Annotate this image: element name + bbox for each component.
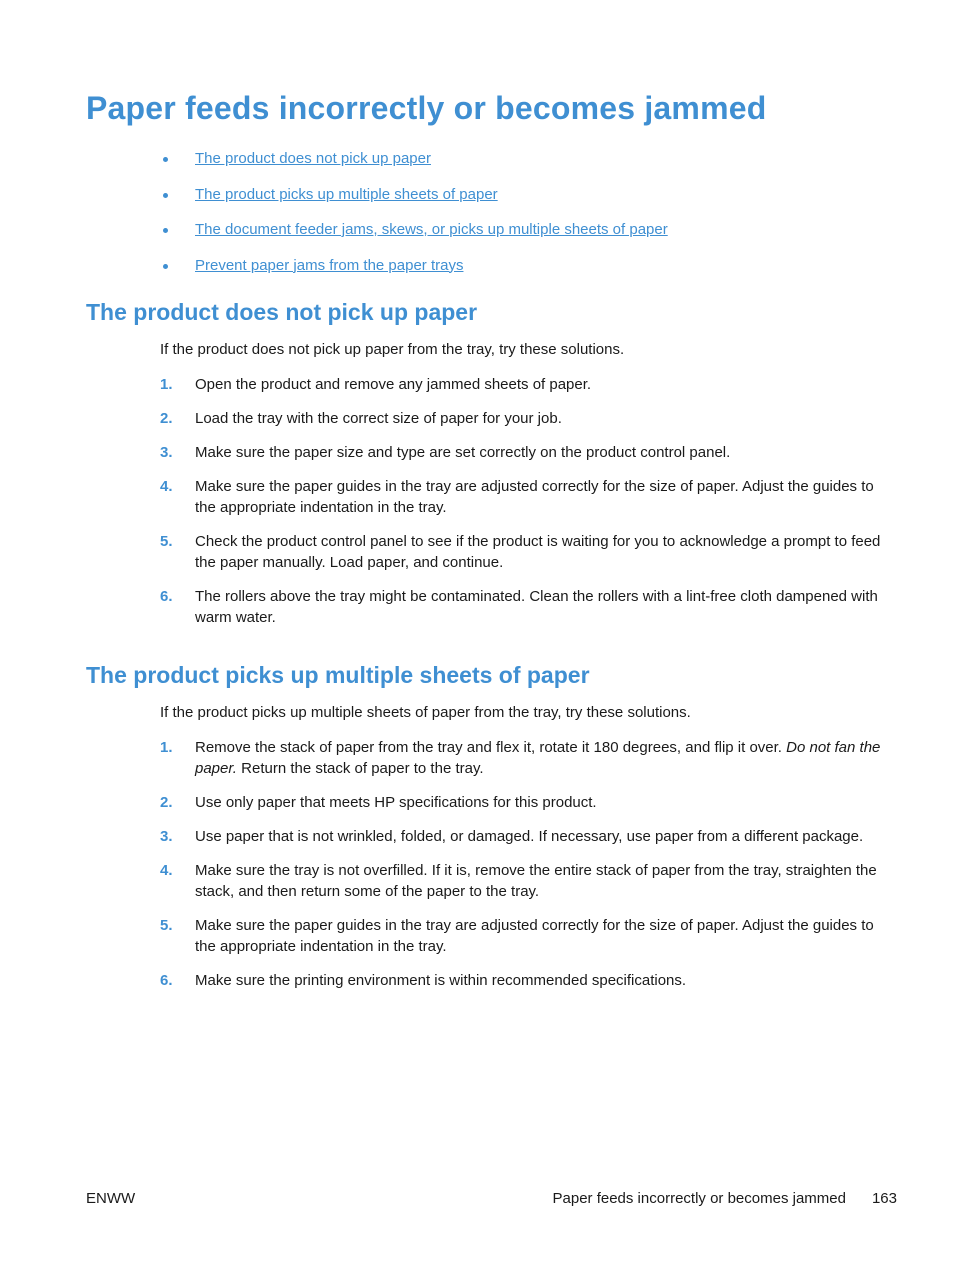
toc-item xyxy=(160,148,668,184)
footer-label: ENWW xyxy=(86,1190,136,1207)
step-number: 5. xyxy=(160,917,173,934)
step-number: 3. xyxy=(160,444,173,461)
step-item xyxy=(160,860,885,902)
topic-link-list xyxy=(160,148,668,290)
step-number: 1. xyxy=(160,739,173,756)
step-item xyxy=(160,408,885,429)
solution-steps xyxy=(86,374,886,628)
toc-link-document-feeder[interactable]: The document feeder jams, skews, or picks up multiple sheets of paper xyxy=(195,221,668,238)
step-item xyxy=(160,915,885,957)
step-item xyxy=(160,476,885,518)
page-title: Paper feeds incorrectly or becomes jammed xyxy=(86,90,767,126)
step-item xyxy=(160,442,885,463)
section-intro: If the product picks up multiple sheets of paper from the tray, try these solutions. xyxy=(160,704,691,721)
section-heading: The product picks up multiple sheets of paper xyxy=(86,662,590,688)
step-text: Return the stack of paper to the tray. xyxy=(241,760,484,777)
step-text: Check the product control panel to see if the product is waiting for you to acknowledge a prompt to feed the paper manually. Load paper, and continue. xyxy=(195,533,881,571)
step-item xyxy=(160,737,885,779)
footer-title: Paper feeds incorrectly or becomes jammed xyxy=(552,1190,846,1207)
step-item xyxy=(160,531,885,573)
step-number: 2. xyxy=(160,410,173,427)
toc-link-no-pickup[interactable]: The product does not pick up paper xyxy=(195,150,431,167)
section-multiple-sheets xyxy=(86,660,886,991)
bullet-icon xyxy=(163,264,168,269)
step-text: Make sure the printing environment is within recommended specifications. xyxy=(195,972,687,989)
step-number: 6. xyxy=(160,972,173,989)
step-number: 4. xyxy=(160,478,173,495)
bullet-icon xyxy=(163,228,168,233)
step-text: Use only paper that meets HP specifications for this product. xyxy=(195,794,597,811)
section-intro: If the product does not pick up paper from the tray, try these solutions. xyxy=(160,341,625,358)
bullet-icon xyxy=(163,193,168,198)
step-number: 2. xyxy=(160,794,173,811)
section-heading: The product does not pick up paper xyxy=(86,299,478,325)
step-number: 5. xyxy=(160,533,173,550)
step-number: 3. xyxy=(160,828,173,845)
step-text: Make sure the tray is not overfilled. If it is, remove the entire stack of paper from the tray, straighten the stack, and then return some of the paper to the tray. xyxy=(195,862,877,900)
step-text: Make sure the paper guides in the tray are adjusted correctly for the size of paper. Adjust the guides to the appropriate indentation in the tray. xyxy=(195,478,874,516)
section-no-pickup xyxy=(86,297,886,628)
toc-item xyxy=(160,219,668,255)
step-text: Open the product and remove any jammed sheets of paper. xyxy=(195,376,592,393)
toc-item xyxy=(160,255,668,291)
step-item xyxy=(160,970,885,991)
toc-link-multiple-sheets[interactable]: The product picks up multiple sheets of paper xyxy=(195,185,498,203)
toc-item xyxy=(160,184,668,220)
step-number: 1. xyxy=(160,376,173,393)
step-text: Remove the stack of paper from the tray and flex it, rotate it 180 degrees, and flip it over. xyxy=(195,739,782,756)
bullet-icon xyxy=(163,157,168,162)
step-emphasis: Do not fan the paper. xyxy=(195,739,881,777)
solution-steps xyxy=(86,737,886,991)
step-number: 6. xyxy=(160,588,173,605)
step-item xyxy=(160,586,885,628)
step-item xyxy=(160,374,885,395)
step-number: 4. xyxy=(160,862,173,879)
footer-right xyxy=(553,1188,898,1210)
toc-link-prevent-jams[interactable]: Prevent paper jams from the paper trays xyxy=(195,256,464,274)
step-item xyxy=(160,792,885,813)
page-number: 163 xyxy=(871,1190,897,1207)
step-text: Make sure the paper size and type are set correctly on the product control panel. xyxy=(195,444,731,461)
step-text: Use paper that is not wrinkled, folded, or damaged. If necessary, use paper from a different package. xyxy=(195,828,864,845)
step-text: Load the tray with the correct size of paper for your job. xyxy=(195,410,562,427)
step-text: The rollers above the tray might be contaminated. Clean the rollers with a lint-free cloth dampened with warm water. xyxy=(195,588,878,626)
step-text: Make sure the paper guides in the tray are adjusted correctly for the size of paper. Adjust the guides to the appropriate indentation in the tray. xyxy=(195,917,874,955)
step-item xyxy=(160,826,885,847)
